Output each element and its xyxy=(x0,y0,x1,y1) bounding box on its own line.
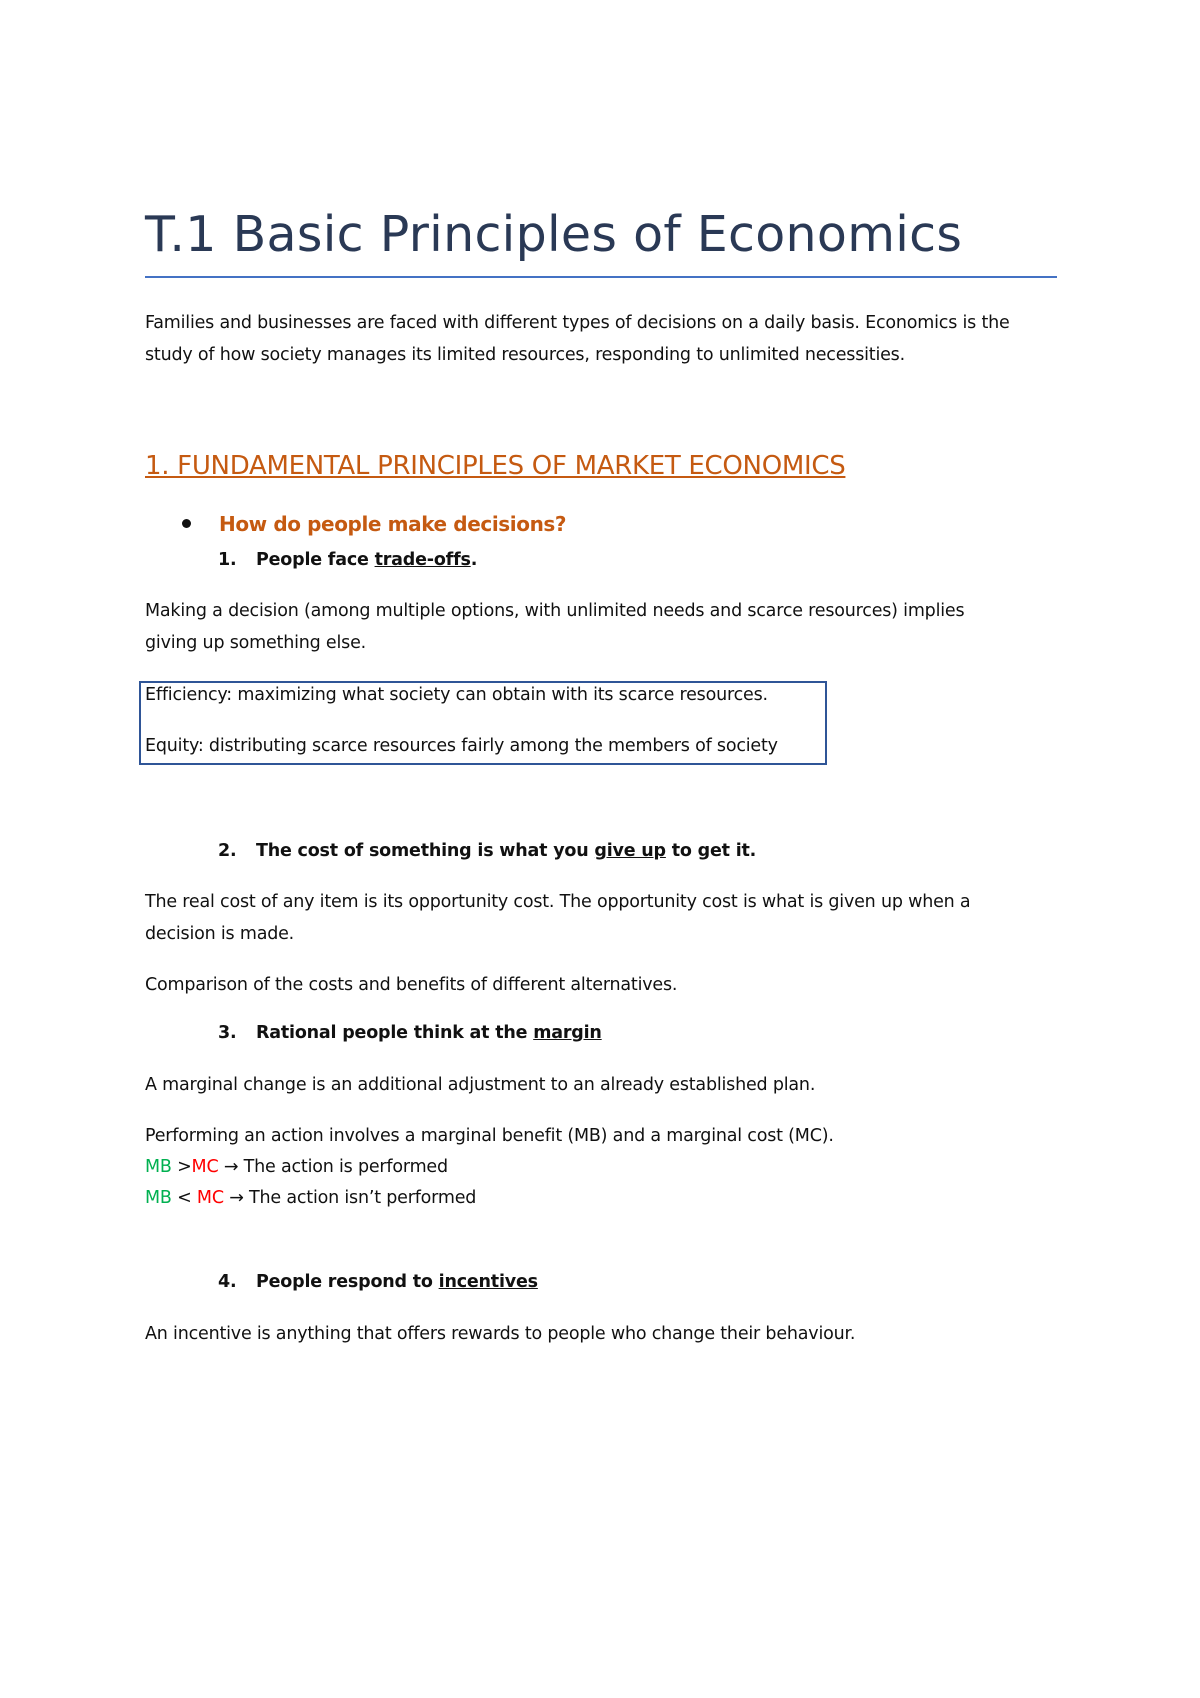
principle-4-heading xyxy=(256,1271,538,1293)
principle-2-text-2: decision is made. xyxy=(145,924,295,944)
principle-1-pre: People face xyxy=(256,550,375,570)
principle-1-text-1: Making a decision (among multiple options, with unlimited needs and scarce resources) implies xyxy=(145,601,965,621)
principle-4-keyword: incentives xyxy=(438,1272,538,1292)
mc-label: MC xyxy=(196,1188,224,1208)
principle-4-text-1: An incentive is anything that offers rewards to people who change their behaviour. xyxy=(145,1324,856,1344)
equity-definition: Equity: distributing scarce resources fairly among the members of society xyxy=(145,736,778,756)
mb-label: MB xyxy=(145,1157,172,1177)
bullet-dot-icon xyxy=(182,519,191,528)
principle-3-keyword: margin xyxy=(533,1023,602,1043)
efficiency-definition: Efficiency: maximizing what society can obtain with its scarce resources. xyxy=(145,685,768,705)
principle-3-text-2: Performing an action involves a marginal benefit (MB) and a marginal cost (MC). xyxy=(145,1126,834,1146)
intro-line-2: study of how society manages its limited resources, responding to unlimited necessities. xyxy=(145,345,905,365)
page-title: T.1 Basic Principles of Economics xyxy=(145,206,963,263)
rule-result: → The action isn’t performed xyxy=(223,1188,477,1208)
less-than-operator: < xyxy=(171,1188,197,1208)
principle-2-pre: The cost of something is what you xyxy=(256,841,595,861)
rule-result: → The action is performed xyxy=(218,1157,448,1177)
mb-label: MB xyxy=(145,1188,172,1208)
principle-2-number: 2. xyxy=(218,841,237,861)
title-underline-rule xyxy=(145,276,1057,278)
principle-1-heading xyxy=(256,549,477,571)
intro-line-1: Families and businesses are faced with different types of decisions on a daily basis. Economics is the xyxy=(145,313,1010,333)
marginal-rule-performed xyxy=(145,1156,448,1178)
section-heading: 1. FUNDAMENTAL PRINCIPLES OF MARKET ECONOMICS xyxy=(145,451,846,481)
greater-than-operator: > xyxy=(171,1157,192,1177)
principle-3-text-1: A marginal change is an additional adjustment to an already established plan. xyxy=(145,1075,816,1095)
principle-2-text-1: The real cost of any item is its opportunity cost. The opportunity cost is what is given up when a xyxy=(145,892,971,912)
principle-1-keyword: trade-offs xyxy=(374,550,471,570)
principle-1-number: 1. xyxy=(218,550,237,570)
principle-2-text-3: Comparison of the costs and benefits of different alternatives. xyxy=(145,975,678,995)
principle-2-keyword: give up xyxy=(594,841,666,861)
principle-2-post: to get it. xyxy=(665,841,757,861)
principle-3-heading xyxy=(256,1022,602,1044)
bullet-question: How do people make decisions? xyxy=(219,512,567,536)
principle-2-heading xyxy=(256,840,756,862)
principle-4-number: 4. xyxy=(218,1272,237,1292)
principle-4-pre: People respond to xyxy=(256,1272,439,1292)
marginal-rule-not-performed xyxy=(145,1187,476,1209)
mc-label: MC xyxy=(191,1157,219,1177)
principle-3-number: 3. xyxy=(218,1023,237,1043)
principle-1-post: . xyxy=(470,550,478,570)
principle-3-pre: Rational people think at the xyxy=(256,1023,534,1043)
principle-1-text-2: giving up something else. xyxy=(145,633,367,653)
